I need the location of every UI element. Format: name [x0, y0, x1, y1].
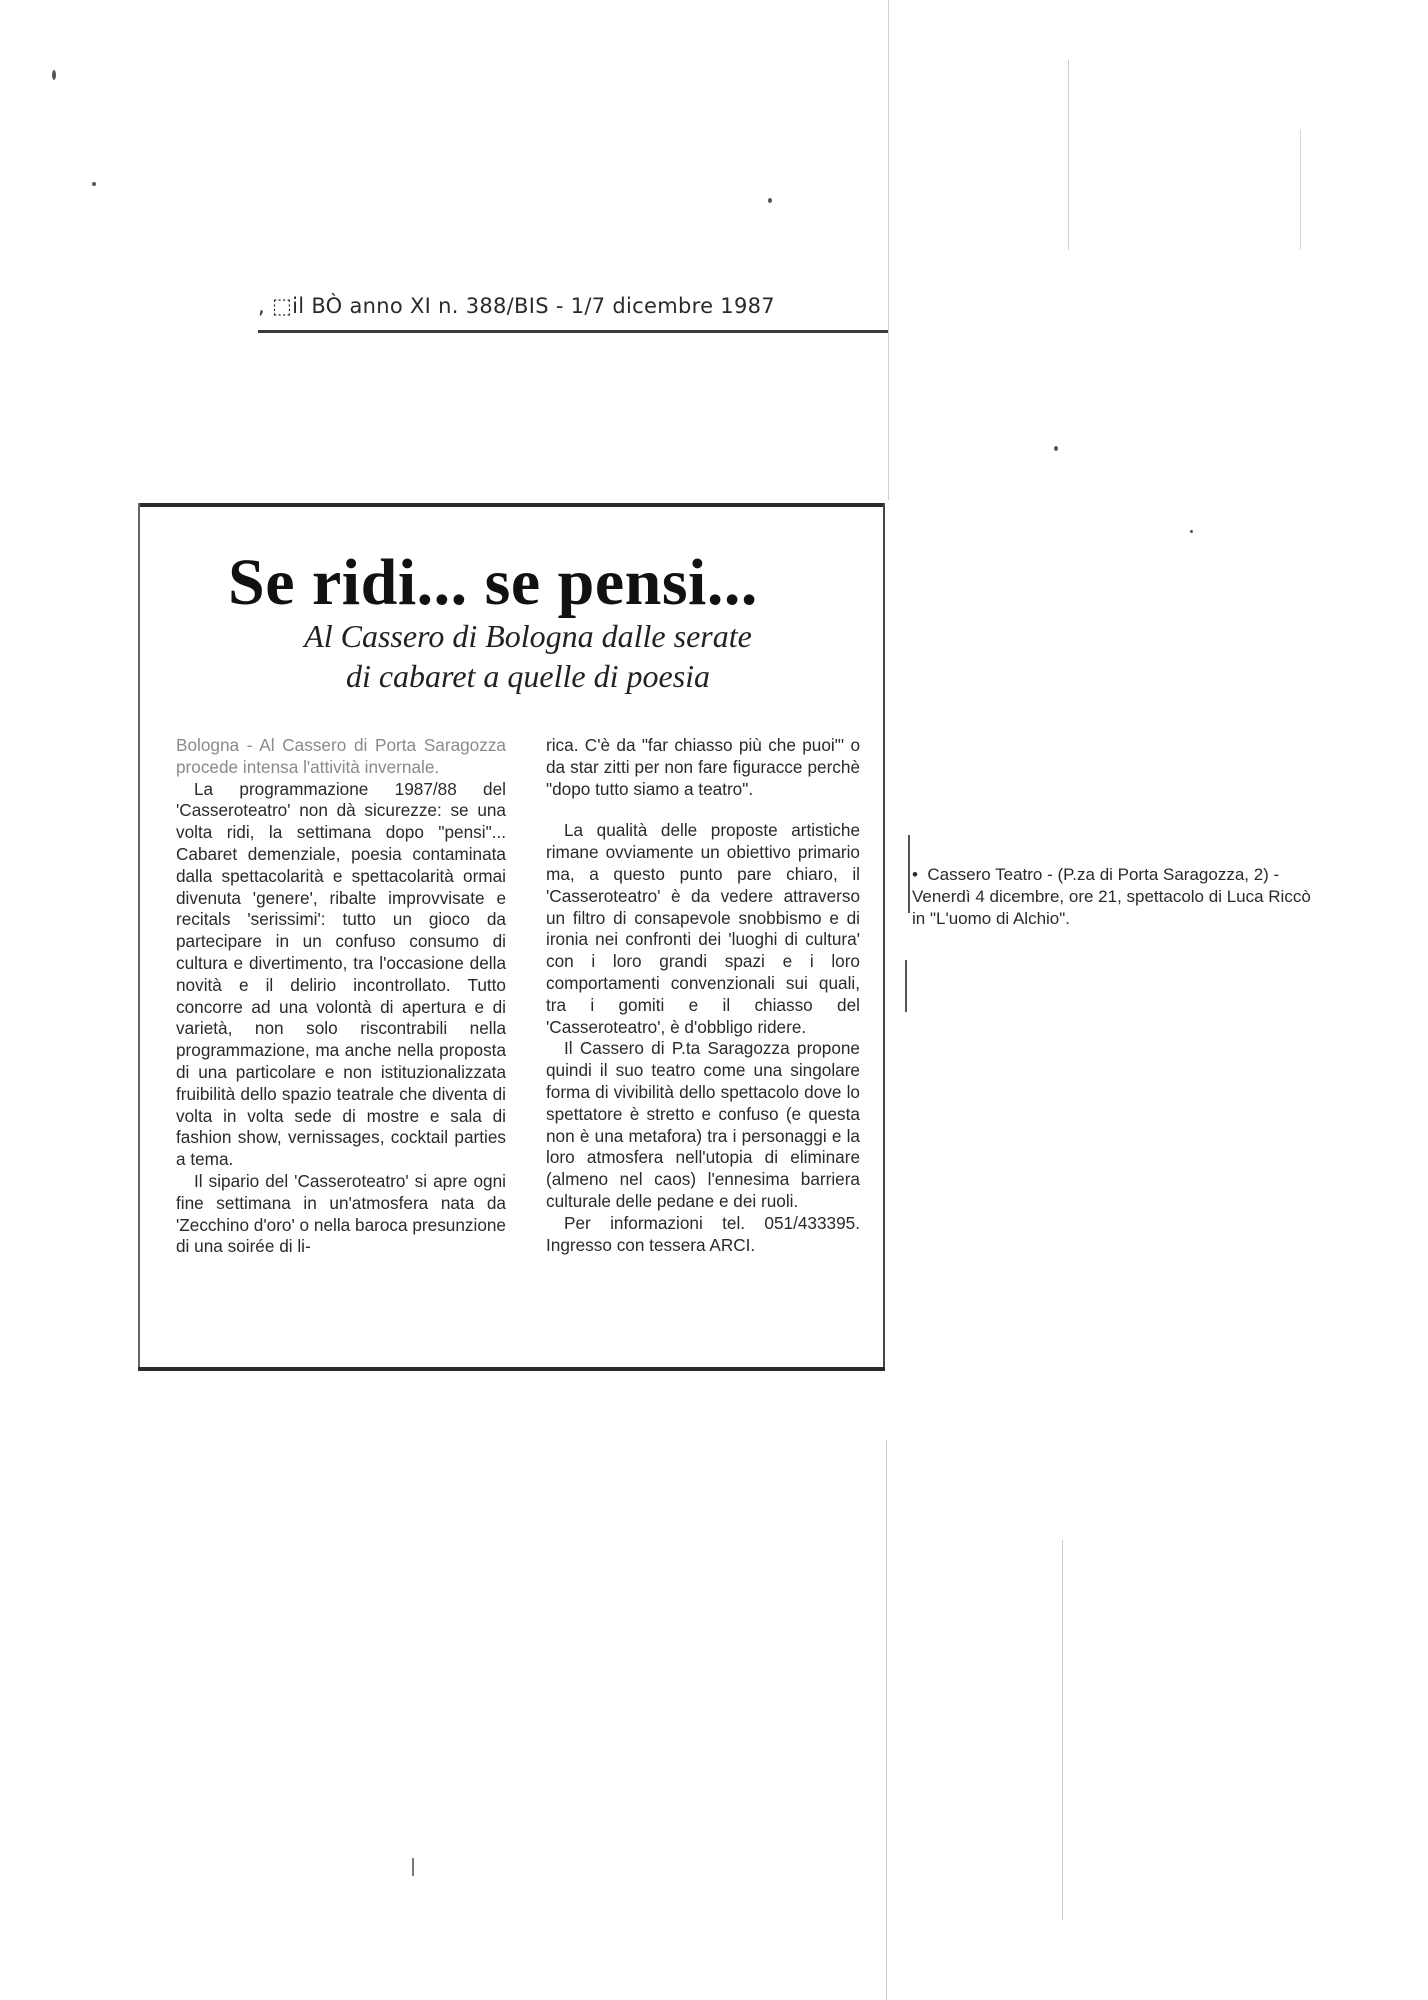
- scan-line: [1068, 60, 1069, 250]
- side-note-bar: [908, 835, 910, 913]
- masthead: , ⬚il BÒ anno XI n. 388/BIS - 1/7 dicembre 1987: [258, 294, 775, 318]
- scan-line: [886, 1440, 887, 2000]
- article-column-right: [546, 735, 860, 1256]
- article-paragraph: Per informazioni tel. 051/433395. Ingresso con tessera ARCI.: [546, 1212, 860, 1255]
- masthead-rule: [258, 330, 888, 333]
- article-subhead-line1: Al Cassero di Bologna dalle serate: [304, 618, 752, 654]
- side-note: [912, 864, 1320, 930]
- scan-speck: [1054, 446, 1058, 451]
- box-border-bottom: [138, 1367, 885, 1371]
- scan-line: [1300, 130, 1301, 250]
- box-border-right: [883, 503, 885, 1371]
- side-note-bar: [905, 960, 907, 1012]
- article-paragraph: Il sipario del 'Casseroteatro' si apre ogni fine settimana in un'atmosfera nata da 'Zecchino d'oro' o nella baroca presunzione di una soirée di li-: [176, 1170, 506, 1257]
- scan-speck: [768, 198, 772, 203]
- scan-speck: [92, 182, 96, 186]
- article-column-left: [176, 735, 506, 1258]
- box-border-top: [138, 503, 885, 507]
- article-paragraph: La qualità delle proposte artistiche rimane ovviamente un obiettivo primario ma, a questo punto pare chiaro, il 'Casseroteatro' è da vedere attraverso un filtro di consapevole snobbismo e di ironia nei confronti dei 'luoghi di cultura' con i loro grandi spazi e i loro comportamenti convenzionali sui quali, tra i gomiti e il chiasso del 'Casseroteatro', è d'obbligo ridere.: [546, 820, 860, 1037]
- scan-line: [888, 0, 889, 500]
- bullet-icon: •: [912, 865, 918, 884]
- side-note-text: Cassero Teatro - (P.za di Porta Saragozza, 2) - Venerdì 4 dicembre, ore 21, spettacolo di Luca Riccò in "L'uomo di Alchio".: [912, 865, 1311, 928]
- article-paragraph: Bologna - Al Cassero di Porta Saragozza procede intensa l'attività invernale.: [176, 735, 506, 777]
- article-paragraph: rica. C'è da "far chiasso più che puoi"' o da star zitti per non fare figuracce perchè "dopo tutto siamo a teatro".: [546, 735, 860, 799]
- scan-speck: [412, 1858, 414, 1876]
- scan-speck: [52, 70, 56, 80]
- scan-line: [1062, 1540, 1063, 1920]
- article-headline: Se ridi... se pensi...: [228, 546, 758, 619]
- article-subhead-line2: di cabaret a quelle di poesia: [345, 658, 711, 694]
- article-paragraph: La programmazione 1987/88 del 'Casseroteatro' non dà sicurezze: se una volta ridi, la settimana dopo "pensi"... Cabaret demenziale, poesia contaminata dalla spettacolarità e spettacolarità ormai divenuta 'genere', ribalte improvvisate e recitals 'serissimi': tutto un gioco da partecipare in un confuso consumo di cultura e divertimento, tra l'occasione della novità e il delirio incontrollato. Tutto concorre ad una volontà di apertura e di varietà, non solo riscontrabili nella programmazione, ma anche nella proposta di una particolare e non istituzionalizzata fruibilità dello spazio teatrale che diventa di volta in volta sede di mostre e sala di fashion show, vernissages, cocktail parties a tema.: [176, 778, 506, 1170]
- article-box: [138, 503, 885, 1371]
- scan-speck: [1190, 530, 1193, 533]
- article-paragraph: Il Cassero di P.ta Saragozza propone quindi il suo teatro come una singolare forma di vivibilità dello spettacolo dove lo spettatore è stretto e confuso (e questa non è una metafora) tra i personaggi e la loro atmosfera nell'utopia di eliminare (almeno nel caos) l'ennesima barriera culturale delle pedane e dei ruoli.: [546, 1038, 860, 1211]
- box-border-left: [138, 503, 140, 1371]
